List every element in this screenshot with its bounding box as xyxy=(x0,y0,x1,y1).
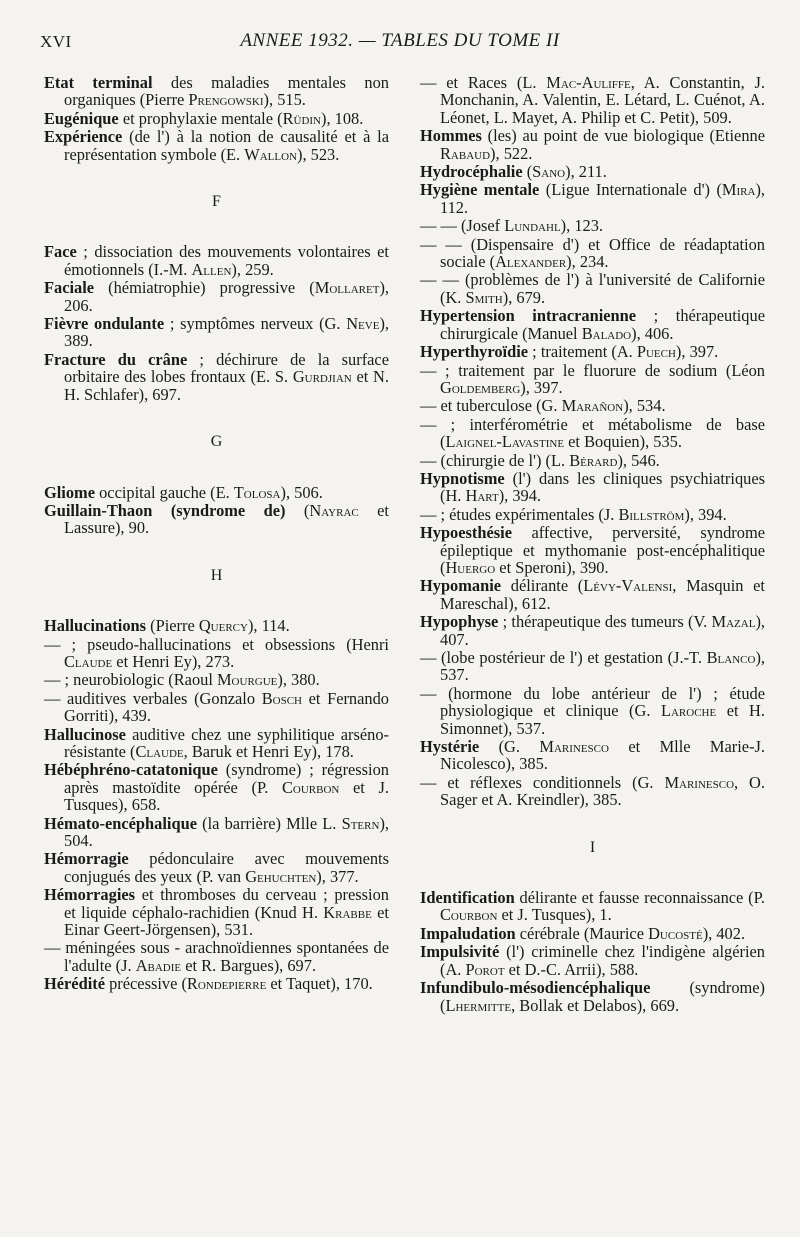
entry-text: — — (problèmes de l') à l'université de Californie (K. xyxy=(420,270,765,307)
entry-reference: et R. Bargues), 697. xyxy=(181,955,317,975)
entry-reference: ), 679. xyxy=(502,287,546,307)
index-entry xyxy=(420,217,765,234)
entry-heading: Face xyxy=(44,242,77,262)
entry-author: Alexander xyxy=(495,252,567,272)
entry-text: (l') dans les cliniques psychiatriques (H. xyxy=(440,468,765,506)
entry-author: Stern xyxy=(341,813,380,833)
entry-heading: Hydrocéphalie xyxy=(420,162,523,182)
entry-author: Rüdin xyxy=(282,108,321,128)
entry-author: Mazal xyxy=(711,612,756,632)
entry-heading: Fracture du crâne xyxy=(44,349,188,369)
entry-text: ( xyxy=(526,162,533,182)
entry-text: — méningées sous - arachnoïdiennes spontanées de l'adulte (J. xyxy=(44,938,389,975)
entry-heading: Hémorragie xyxy=(44,849,129,869)
entry-text: pédonculaire avec mouvements conjugués des yeux (P. van xyxy=(64,849,389,886)
index-entry xyxy=(420,397,765,414)
entry-text: délirante ( xyxy=(510,576,584,596)
index-entry xyxy=(420,127,765,162)
entry-reference: ), 389. xyxy=(64,314,389,351)
entry-text: ; traitement (A. xyxy=(532,342,637,362)
entry-reference: ), 397. xyxy=(520,377,563,397)
index-entry xyxy=(420,925,765,942)
entry-text: (syndrome) ; régression après mastoïdite opérée (P. xyxy=(64,760,389,797)
entry-text: (les) au point de vue biologique (Etienne xyxy=(487,126,765,146)
entry-author: Porot xyxy=(465,959,505,979)
entry-author: Nayrac xyxy=(309,500,359,520)
index-entry xyxy=(420,236,765,271)
entry-author: Krabbe xyxy=(323,902,372,922)
entry-author: Allen xyxy=(191,259,232,279)
entry-reference: , Bollak et Delabos), 669. xyxy=(511,995,680,1015)
entry-heading: Hérédité xyxy=(44,974,105,994)
index-entry xyxy=(420,943,765,978)
entry-author: Rondepierre xyxy=(186,974,267,994)
left-column xyxy=(44,74,389,994)
entry-author: Lundahl xyxy=(504,216,561,236)
entry-heading: Hypomanie xyxy=(420,576,502,596)
index-entry xyxy=(420,506,765,523)
index-entry xyxy=(44,243,389,278)
entry-reference: ), 537. xyxy=(440,648,765,685)
index-entry xyxy=(44,726,389,761)
entry-author: Lhermitte xyxy=(445,995,512,1015)
entry-reference: ), 397. xyxy=(675,342,719,362)
index-entry xyxy=(420,307,765,342)
entry-author: Mollaret xyxy=(314,278,380,298)
entry-text: ; déchirure de la surface orbitaire des lobes frontaux (E. S. xyxy=(64,349,389,387)
entry-author: Marañon xyxy=(561,396,624,416)
entry-reference: , O. Sager et A. Kreindler), 385. xyxy=(440,772,765,810)
entry-reference: ), 211. xyxy=(565,162,607,182)
entry-reference: et H. Simonnet), 537. xyxy=(440,701,765,738)
entry-text: affective, perversité, syndrome épileptique et mythomanie post-encéphalitique ( xyxy=(440,523,765,577)
entry-heading: Hygiène mentale xyxy=(420,180,540,200)
index-entry xyxy=(44,502,389,537)
index-entry xyxy=(44,815,389,850)
entry-reference: et Henri Ey), 273. xyxy=(112,651,235,671)
index-entry xyxy=(44,617,389,634)
entry-reference: , Masquin et Mareschal), 612. xyxy=(440,576,765,613)
entry-reference: et Boquien), 535. xyxy=(564,432,682,452)
entry-heading: Hyperthyroïdie xyxy=(420,342,529,362)
index-entry xyxy=(44,939,389,974)
index-entry xyxy=(420,979,765,1014)
page-number: XVI xyxy=(40,32,72,51)
entry-heading: Impaludation xyxy=(420,923,516,943)
entry-author: Gehuchten xyxy=(245,866,317,886)
entry-author: Bérard xyxy=(569,450,618,470)
entry-text: ; symptômes nerveux (G. xyxy=(169,314,347,334)
entry-text: (syndrome) ( xyxy=(440,978,765,1015)
entry-author: Goldemberg xyxy=(440,377,521,397)
entry-heading: Guillain-Thaon (syndrome de) xyxy=(44,500,286,520)
index-entry xyxy=(44,279,389,314)
entry-heading: Identification xyxy=(420,888,515,908)
entry-reference: et N. H. Schlafer), 697. xyxy=(64,367,389,404)
entry-heading: Eugénique xyxy=(44,108,119,128)
entry-author: Claude xyxy=(135,741,184,761)
entry-reference: et Speroni), 390. xyxy=(495,557,609,577)
entry-text: — ; traitement par le fluorure de sodium (Léon xyxy=(420,360,765,380)
index-entry xyxy=(44,484,389,501)
section-letter: G xyxy=(210,433,223,451)
entry-reference: ), 504. xyxy=(64,813,389,850)
entry-text: (G. xyxy=(498,737,540,757)
entry-heading: Hémorragies xyxy=(44,885,136,905)
entry-heading: Hébéphréno-catatonique xyxy=(44,760,218,780)
index-entry xyxy=(420,362,765,397)
entry-text: (l') criminelle chez l'indigène algérien (A. xyxy=(440,942,765,979)
index-entry xyxy=(44,636,389,671)
entry-heading: Hypophyse xyxy=(420,612,499,632)
entry-reference: ), 534. xyxy=(623,396,666,416)
entry-reference: ), 114. xyxy=(247,616,290,636)
entry-text: et thromboses du cerveau ; pression et liquide céphalo-rachidien (Knud H. xyxy=(64,885,389,922)
entry-text: — et réflexes conditionnels (G. xyxy=(420,772,665,792)
entry-heading: Etat terminal xyxy=(44,73,153,92)
entry-author: Smith xyxy=(465,287,503,307)
index-entry xyxy=(44,110,389,127)
section-letter: H xyxy=(210,566,223,584)
right-column xyxy=(420,74,765,1015)
entry-author: Prengowski xyxy=(188,90,264,110)
entry-author: Quercy xyxy=(198,616,248,636)
entry-heading: Expérience xyxy=(44,127,123,147)
entry-text: — auditives verbales (Gonzalo xyxy=(44,688,262,708)
entry-heading: Infundibulo-mésodiencéphalique xyxy=(420,978,651,998)
entry-author: Marinesco xyxy=(539,737,609,757)
index-entry xyxy=(44,671,389,688)
entry-author: Laroche xyxy=(660,701,717,721)
entry-reference: ), 515. xyxy=(263,90,306,110)
entry-author: Mourgue xyxy=(216,670,278,690)
index-entry xyxy=(420,774,765,809)
entry-author: Courbon xyxy=(440,905,498,925)
entry-text: — et Races (L. xyxy=(420,73,547,92)
entry-text: ( xyxy=(303,500,310,520)
entry-reference: ), 377. xyxy=(316,866,359,886)
entry-author: Hart xyxy=(465,486,499,506)
entry-heading: Hommes xyxy=(420,126,482,146)
entry-reference: ), 380. xyxy=(277,670,320,690)
entry-author: Lévy-Valensi xyxy=(583,576,673,596)
entry-reference: ), 407. xyxy=(440,612,765,649)
index-entry xyxy=(420,685,765,737)
entry-text: précessive ( xyxy=(109,974,187,994)
entry-text: ; thérapeutique chirurgicale (Manuel xyxy=(440,306,765,343)
entry-heading: Impulsivité xyxy=(420,942,500,962)
section-letter: F xyxy=(212,193,221,211)
index-entry xyxy=(420,452,765,469)
entry-text: ; thérapeutique des tumeurs (V. xyxy=(502,612,712,632)
entry-heading: Hallucinations xyxy=(44,616,147,636)
entry-reference: et J. Tusques), 1. xyxy=(497,905,612,925)
entry-reference: et J. Tusques), 658. xyxy=(64,777,389,815)
entry-author: Claude xyxy=(64,651,113,671)
entry-text: — et tuberculose (G. xyxy=(420,396,562,416)
entry-author: Blanco xyxy=(706,648,756,667)
index-entry xyxy=(420,649,765,684)
entry-author: Tolosa xyxy=(233,482,281,502)
index-entry xyxy=(44,850,389,885)
entry-text: — ; interférométrie et métabolisme de base ( xyxy=(420,414,765,452)
entry-author: Abadie xyxy=(135,955,182,975)
index-entry xyxy=(44,351,389,403)
index-entry xyxy=(420,271,765,306)
entry-heading: Hémato-encéphalique xyxy=(44,813,197,833)
entry-author: Huergo xyxy=(445,557,496,577)
entry-text: — ; neurobiologic (Raoul xyxy=(44,670,217,690)
index-entry xyxy=(44,975,389,992)
index-entry xyxy=(420,524,765,576)
entry-text: — (lobe postérieur de l') et gestation (J.-T. xyxy=(420,648,707,667)
entry-author: Gurdjian xyxy=(292,367,352,387)
running-head xyxy=(40,30,760,56)
entry-author: Wallon xyxy=(244,144,297,164)
entry-reference: ), 522. xyxy=(490,143,533,163)
entry-text: et prophylaxie mentale ( xyxy=(122,108,283,128)
entry-reference: et Fernando Gorriti), 439. xyxy=(64,688,389,726)
entry-heading: Hypertension intracranienne xyxy=(420,306,637,326)
index-entry xyxy=(420,181,765,216)
entry-author: Ducosté xyxy=(648,923,703,943)
entry-heading: Hypnotisme xyxy=(420,468,505,488)
index-entry xyxy=(44,74,389,109)
entry-text: — (hormone du lobe antérieur de l') ; étude physiologique et clinique (G. xyxy=(420,683,765,721)
index-entry xyxy=(420,613,765,648)
entry-reference: ), 234. xyxy=(566,252,609,272)
entry-reference: , Baruk et Henri Ey), 178. xyxy=(183,741,354,761)
index-entry xyxy=(44,690,389,725)
entry-reference: ), 506. xyxy=(280,482,323,502)
page-title: ANNEE 1932. — TABLES DU TOME II xyxy=(240,30,560,51)
entry-reference: et Taquet), 170. xyxy=(266,974,373,994)
entry-reference: ), 112. xyxy=(440,180,766,217)
entry-text: auditive chez une syphilitique arséno-résistante ( xyxy=(64,724,389,761)
entry-reference: ), 402. xyxy=(702,923,746,943)
entry-author: Puech xyxy=(636,342,676,362)
entry-author: Neve xyxy=(346,314,380,334)
entry-heading: Faciale xyxy=(44,278,95,298)
index-entry xyxy=(420,74,765,126)
entry-heading: Fièvre ondulante xyxy=(44,314,165,334)
entry-reference: et Einar Geert-Jörgensen), 531. xyxy=(64,902,389,940)
index-entry xyxy=(420,343,765,360)
entry-text: occipital gauche (E. xyxy=(99,482,234,502)
index-entry xyxy=(420,416,765,451)
index-entry xyxy=(44,315,389,350)
entry-text: (Ligue Internationale d') ( xyxy=(545,180,722,200)
entry-text: cérébrale (Maurice xyxy=(519,923,649,943)
entry-reference: , A. Constantin, J. Monchanin, A. Valentin, E. Létard, L. Cuénot, A. Léonet, L. Mayet, A. Philip et C. Petit), 509. xyxy=(440,73,765,127)
index-entry xyxy=(420,470,765,505)
entry-author: Rabaud xyxy=(440,143,491,163)
entry-heading: Gliome xyxy=(44,482,95,502)
entry-heading: Hystérie xyxy=(420,737,480,757)
entry-reference: ), 406. xyxy=(631,323,674,343)
index-entry xyxy=(44,128,389,163)
entry-text: — ; études expérimentales (J. xyxy=(420,504,619,524)
index-entry xyxy=(420,577,765,612)
entry-reference: et Lassure), 90. xyxy=(64,500,389,538)
index-entry xyxy=(420,738,765,773)
entry-author: Courbon xyxy=(281,777,340,797)
entry-text: délirante et fausse reconnaissance (P. xyxy=(519,888,765,908)
index-entry xyxy=(420,163,765,180)
index-entry xyxy=(44,886,389,938)
entry-author: Balado xyxy=(581,323,632,343)
entry-reference: ), 546. xyxy=(617,450,660,470)
entry-text: (de l') à la notion de causalité et à la représentation symbole (E. xyxy=(64,127,389,164)
entry-author: Billström xyxy=(618,504,685,524)
entry-reference: ), 394. xyxy=(498,486,542,506)
entry-text: (hémiatrophie) progressive ( xyxy=(108,278,315,298)
entry-reference: ), 108. xyxy=(321,108,364,128)
entry-reference: ), 206. xyxy=(64,278,389,315)
entry-text: (Pierre xyxy=(150,616,199,636)
index-entry xyxy=(420,889,765,924)
entry-reference: ), 259. xyxy=(231,259,274,279)
index-entry xyxy=(44,761,389,813)
entry-author: Mira xyxy=(721,180,756,200)
entry-reference: et Mlle Marie-J. Nicolesco), 385. xyxy=(440,737,765,774)
entry-heading: Hypoesthésie xyxy=(420,523,512,543)
entry-reference: ), 394. xyxy=(684,504,727,524)
entry-reference: ), 123. xyxy=(560,216,604,236)
entry-reference: et D.-C. Arrii), 588. xyxy=(504,959,639,979)
entry-text: — (chirurgie de l') (L. xyxy=(420,450,570,470)
entry-text: des maladies mentales non organiques (Pierre xyxy=(64,73,389,110)
entry-author: Bosch xyxy=(261,688,302,708)
entry-text: — — (Dispensaire d') et Office de réadaptation sociale ( xyxy=(420,234,765,272)
entry-text: ; dissociation des mouvements volontaires et émotionnels (I.-M. xyxy=(64,242,389,279)
entry-author: Laignel-Lavastine xyxy=(445,432,565,452)
entry-author: Mac-Auliffe xyxy=(546,73,631,92)
entry-reference: ), 523. xyxy=(297,144,340,164)
entry-author: Marinesco xyxy=(664,772,735,792)
entry-text: — — (Josef xyxy=(420,216,505,236)
entry-author: Sano xyxy=(532,162,566,182)
section-letter: I xyxy=(589,838,596,856)
entry-text: (la barrière) Mlle L. xyxy=(202,813,342,833)
entry-heading: Hallucinose xyxy=(44,724,126,744)
entry-text: — ; pseudo-hallucinations et obsessions (Henri xyxy=(44,634,389,654)
